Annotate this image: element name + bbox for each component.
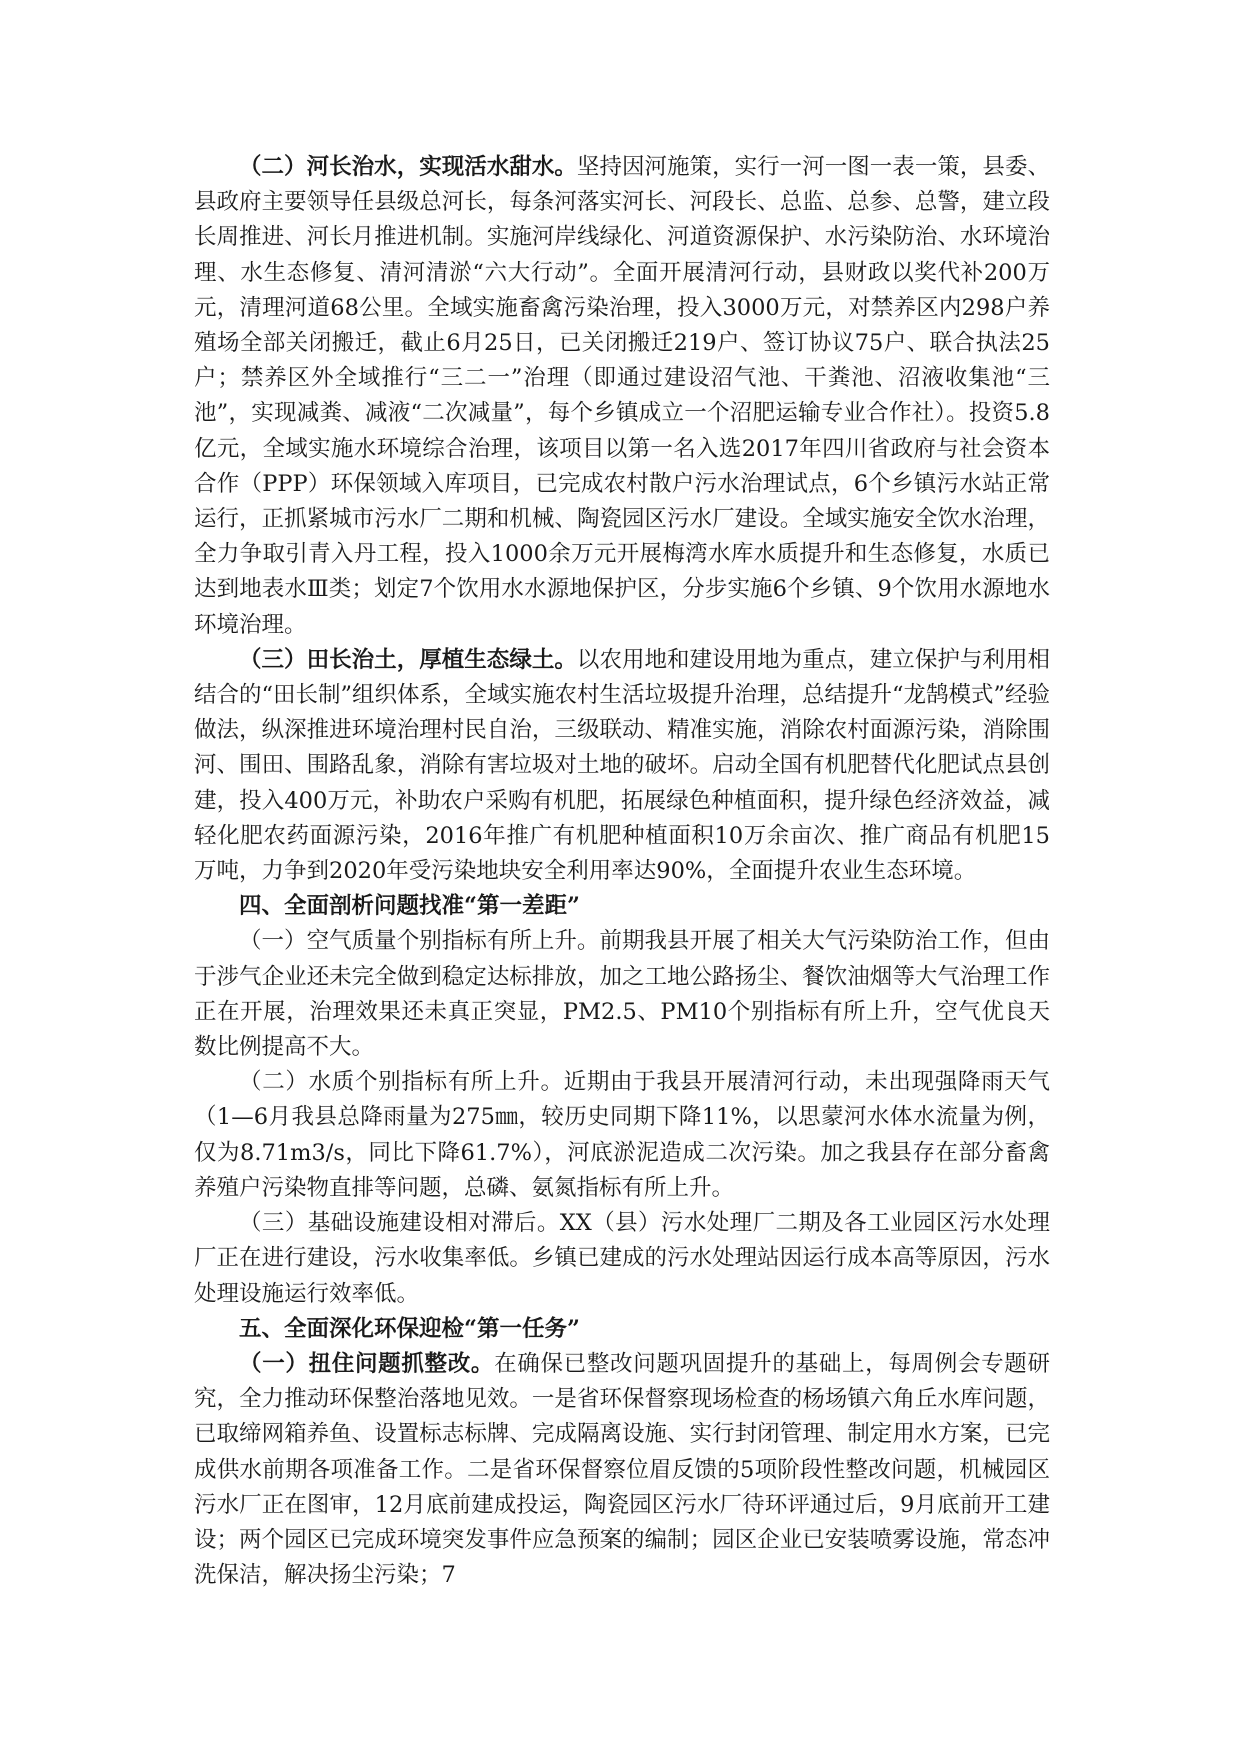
paragraph-river-chief bbox=[194, 150, 1050, 643]
paragraph-text: 以农用地和建设用地为重点，建立保护与利用相结合的“田长制”组织体系，全域实施农村生活垃圾提升治理，总结提升“龙鹄模式”经验做法，纵深推进环境治理村民自治，三级联动、精准实施，消除农村面源污染，消除围河、围田、围路乱象，消除有害垃圾对土地的破坏。启动全国有机肥替代化肥试点县创建，投入400万元，补助农户采购有机肥，拓展绿色种植面积，提升绿色经济效益，减轻化肥农药面源污染，2016年推广有机肥种植面积10万余亩次、推广商品有机肥15万吨，力争到2020年受污染地块安全利用率达90%，全面提升农业生态环境。 bbox=[194, 646, 1051, 885]
paragraph-text: 坚持因河施策，实行一河一图一表一策，县委、县政府主要领导任县级总河长，每条河落实河长、河段长、总监、总参、总警，建立段长周推进、河长月推进机制。实施河岸线绿化、河道资源保护、水污染防治、水环境治理、水生态修复、清河清淤“六大行动”。全面开展清河行动，县财政以奖代补200万元，清理河道68公里。全域实施畜禽污染治理，投入3000万元，对禁养区内298户养殖场全部关闭搬迁，截止6月25日，已关闭搬迁219户、签订协议75户、联合执法25户；禁养区外全域推行“三二一”治理（即通过建设沼气池、干粪池、沼液收集池“三池”，实现减粪、减液“二次减量”，每个乡镇成立一个沼肥运输专业合作社）。投资5.8亿元，全域实施水环境综合治理，该项目以第一名入选2017年四川省政府与社会资本合作（PPP）环保领域入库项目，已完成农村散户污水治理试点，6个乡镇污水站正常运行，正抓紧城市污水厂二期和机械、陶瓷园区污水厂建设。全域实施安全饮水治理，全力争取引青入丹工程，投入1000余万元开展梅湾水库水质提升和生态修复，水质已达到地表水Ⅲ类；划定7个饮用水水源地保护区，分步实施6个乡镇、9个饮用水源地水环境治理。 bbox=[194, 154, 1050, 638]
section-heading-5: 五、全面深化环保迎检“第一任务” bbox=[239, 1315, 580, 1342]
paragraph-lead: （一）扭住问题抓整改。 bbox=[239, 1350, 495, 1377]
paragraph-text: 在确保已整改问题巩固提升的基础上，每周例会专题研究，全力推动环保整治落地见效。一是省环保督察现场检查的杨场镇六角丘水库问题，已取缔网箱养鱼、设置标志标牌、完成隔离设施、实行封闭管理、制定用水方案，已完成供水前期各项准备工作。二是省环保督察位眉反馈的5项阶段性整改问题，机械园区污水厂正在图审，12月底前建成投运，陶瓷园区污水厂待环评通过后，9月底前开工建设；两个园区已完成环境突发事件应急预案的编制；园区企业已安装喷雾设施，常态冲洗保洁，解决扬尘污染；7 bbox=[194, 1350, 1050, 1589]
paragraph-rectification bbox=[194, 1347, 1050, 1593]
paragraph-field-chief bbox=[194, 643, 1050, 889]
paragraph-air-quality: （一）空气质量个别指标有所上升。前期我县开展了相关大气污染防治工作，但由于涉气企业还未完全做到稳定达标排放，加之工地公路扬尘、餐饮油烟等大气治理工作正在开展，治理效果还未真正突显，PM2.5、PM10个别指标有所上升，空气优良天数比例提高不大。 bbox=[194, 928, 1050, 1061]
paragraph-water-quality: （二）水质个别指标有所上升。近期由于我县开展清河行动，未出现强降雨天气（1—6月我县总降雨量为275㎜，较历史同期下降11%，以思蒙河水体水流量为例，仅为8.71m3/s，同比下降61.7%），河底淤泥造成二次污染。加之我县存在部分畜禽养殖户污染物直排等问题，总磷、氨氮指标有所上升。 bbox=[194, 1069, 1050, 1201]
paragraph-lead: （二）河长治水，实现活水甜水。 bbox=[239, 154, 577, 180]
paragraph-lead: （三）田长治土，厚植生态绿土。 bbox=[239, 646, 577, 673]
paragraph-infrastructure: （三）基础设施建设相对滞后。XX（县）污水处理厂二期及各工业园区污水处理厂正在进行建设，污水收集率低。乡镇已建成的污水处理站因运行成本高等原因，污水处理设施运行效率低。 bbox=[194, 1210, 1050, 1307]
section-heading-4: 四、全面剖析问题找准“第一差距” bbox=[239, 893, 580, 920]
document-page bbox=[194, 150, 1050, 1593]
